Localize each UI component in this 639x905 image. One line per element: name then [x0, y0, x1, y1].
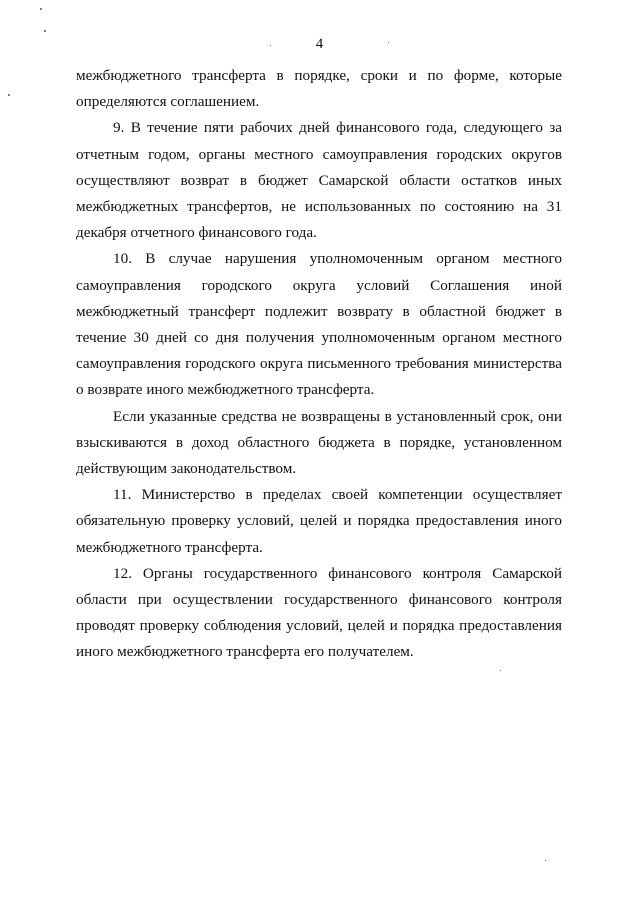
scan-speck — [500, 670, 501, 671]
scan-speck — [40, 8, 42, 10]
paragraph-item-10: 10. В случае нарушения уполномоченным органом местного самоуправления городского округа условий Соглашения иной межбюджетный трансферт подлежит возврату в областной бюджет в течение 30 дней со дня получения уполномоченным органом местного самоуправления городского округа письменного требования министерства о возврате иного межбюджетного трансферта. — [76, 250, 562, 399]
document-body — [76, 63, 562, 666]
paragraph-continuation: межбюджетного трансферта в порядке, сроки и по форме, которые определяются соглашением. — [76, 67, 562, 111]
paragraph-item-12: 12. Органы государственного финансового контроля Самарской области при осуществлении государственного финансового контроля проводят проверку соблюдения условий, целей и порядка предоставления иного межбюджетного трансферта его получателем. — [76, 564, 562, 661]
page-number — [0, 36, 639, 53]
paragraph-item-11: 11. Министерство в пределах своей компетенции осуществляет обязательную проверку условий, целей и порядка предоставления иного межбюджетного трансферта. — [76, 486, 562, 556]
scan-speck — [44, 30, 46, 32]
scan-speck — [545, 860, 546, 861]
scan-speck — [8, 94, 10, 96]
paragraph-item-9: 9. В течение пяти рабочих дней финансового года, следующего за отчетным годом, органы местного самоуправления городских округов осуществляют возврат в бюджет Самарской области остатков иных межбюджетных трансфертов, не использованных по состоянию на 31 декабря отчетного финансового года. — [76, 119, 562, 242]
paragraph-recovery: Если указанные средства не возвращены в установленный срок, они взыскиваются в доход областного бюджета в порядке, установленном действующим законодательством. — [76, 407, 562, 478]
page-number-text: 4 — [315, 36, 324, 52]
